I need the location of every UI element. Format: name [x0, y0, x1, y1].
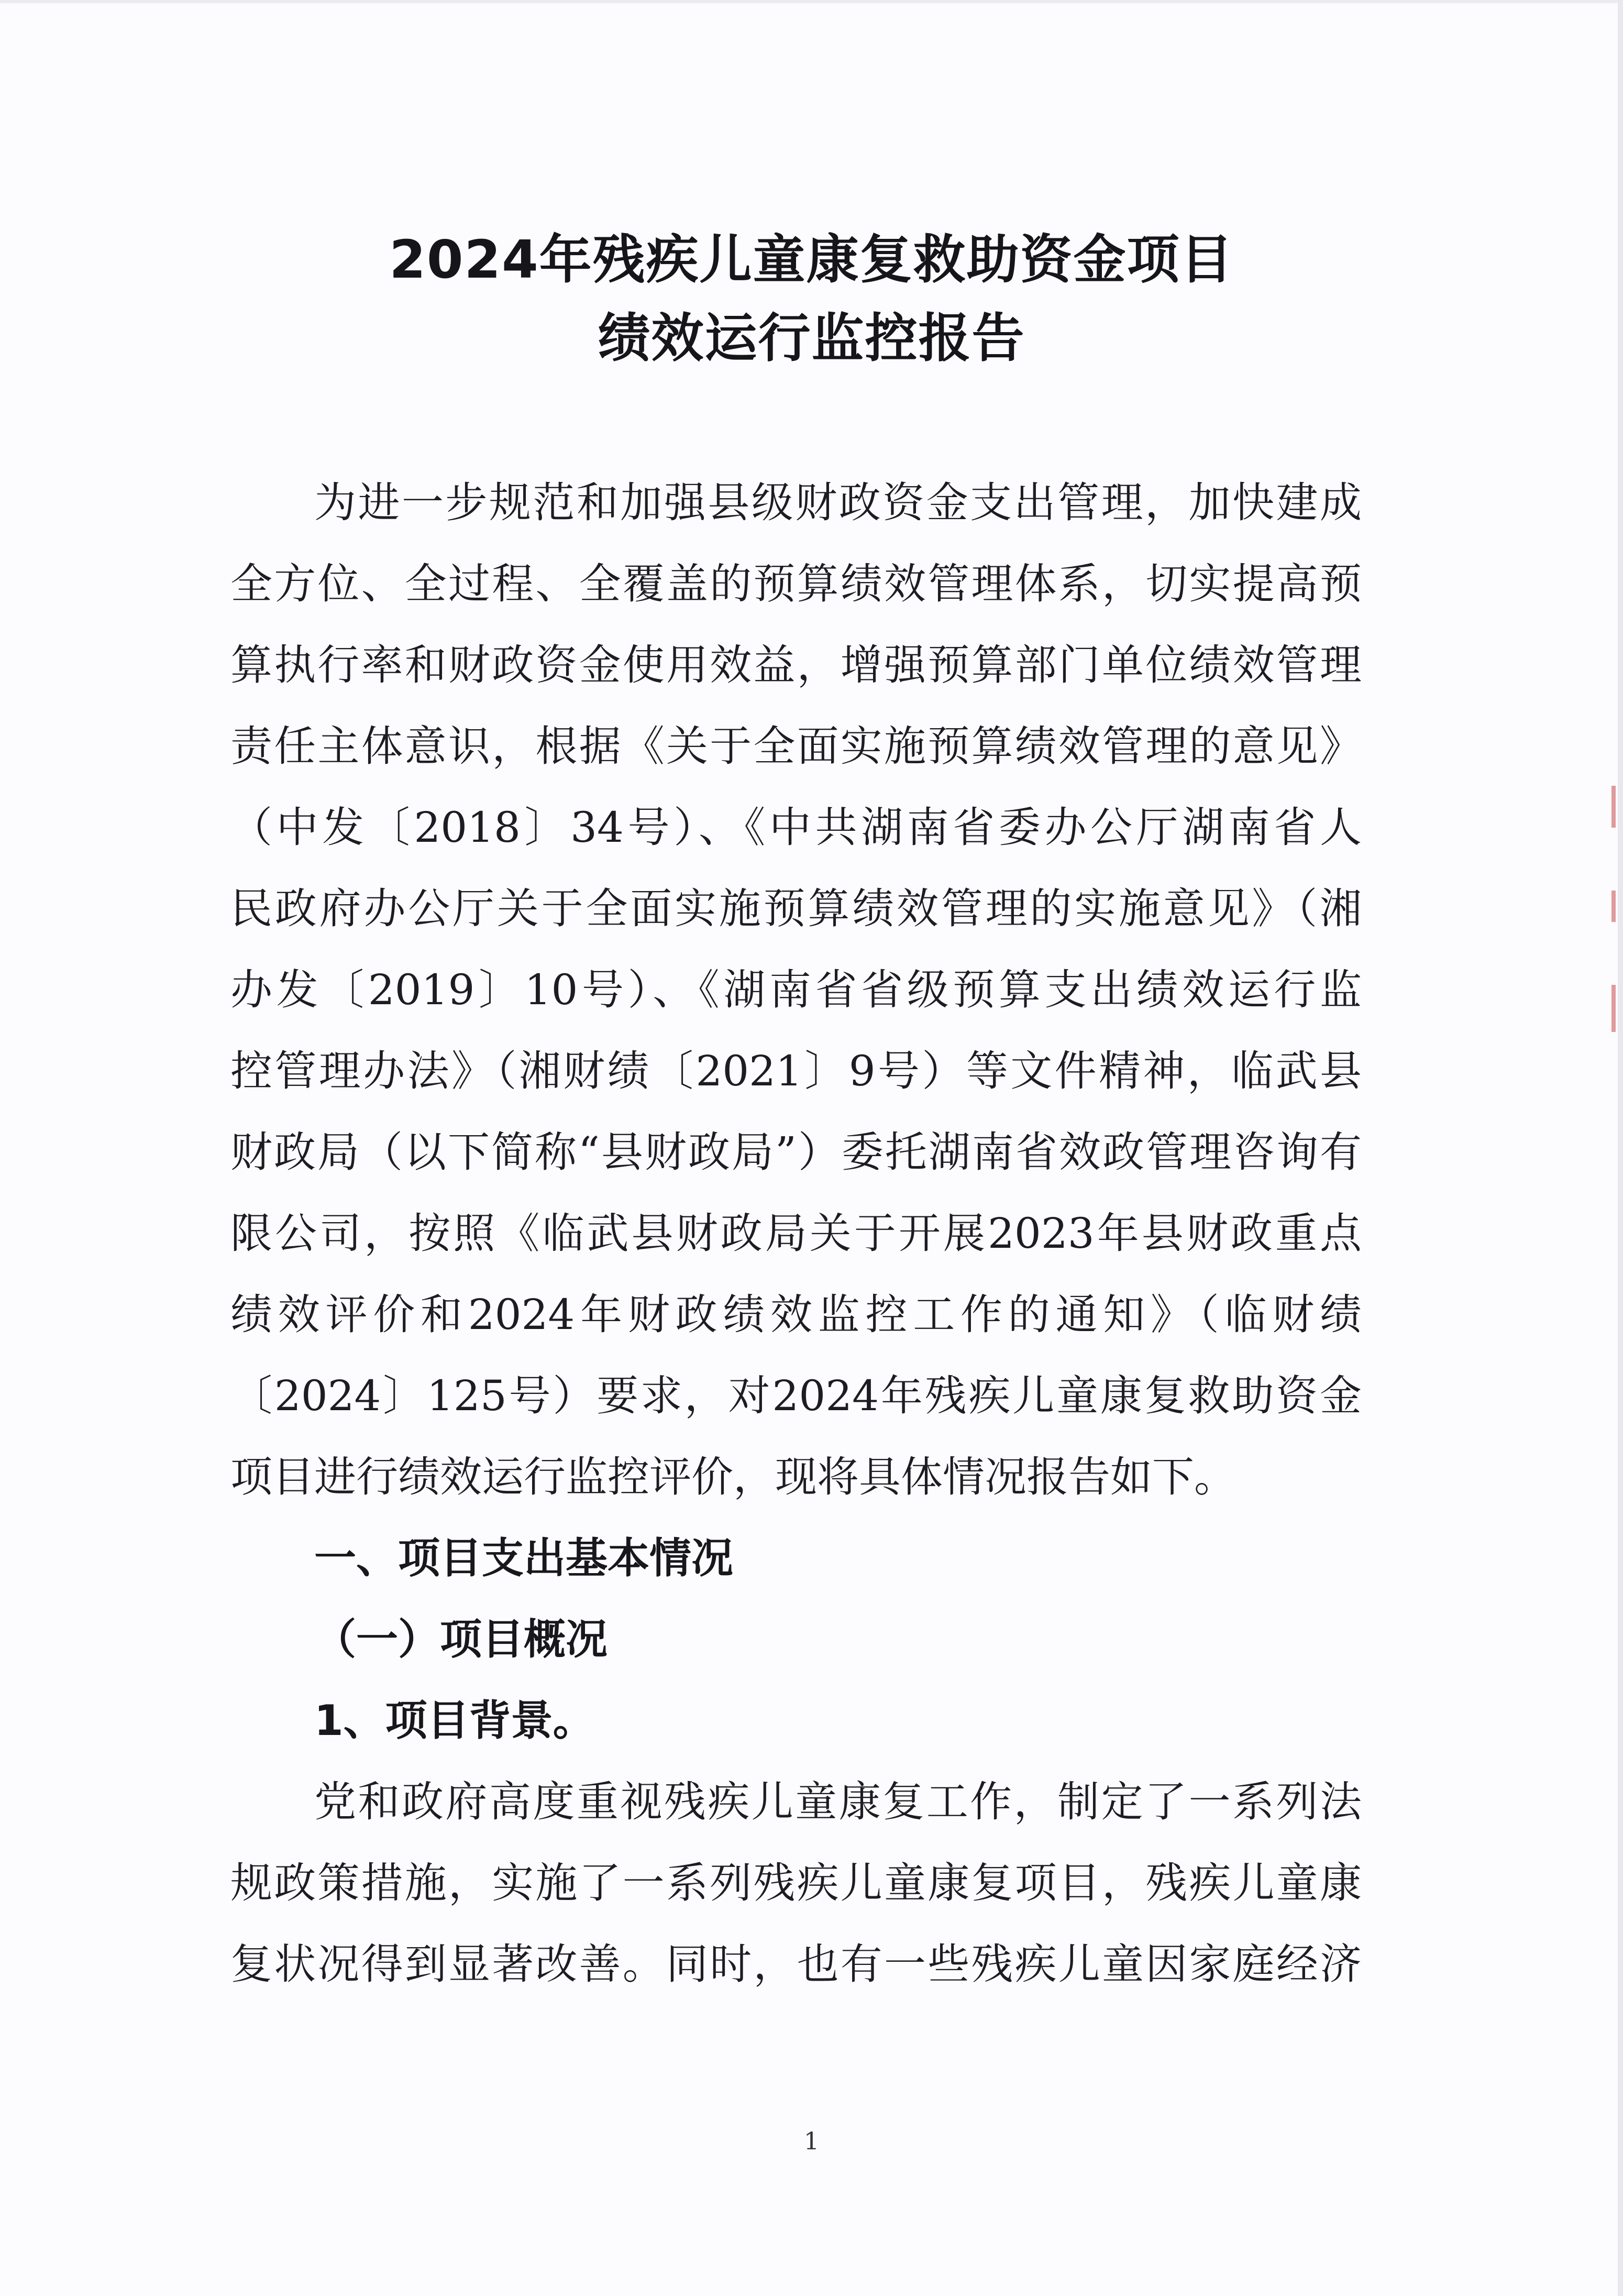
document-title-line-2: 绩效运行监控报告 [598, 307, 1025, 369]
body-line: 责任主体意识，根据《关于全面实施预算绩效管理的意见》 [230, 722, 1362, 771]
body-line: 全方位、全过程、全覆盖的预算绩效管理体系，切实提高预 [230, 559, 1362, 608]
body-line: 财政局（以下简称“县财政局”）委托湖南省效政管理咨询有 [230, 1128, 1362, 1177]
red-stamp-bleed [1611, 891, 1616, 922]
red-stamp-bleed [1611, 985, 1616, 1032]
scan-edge-top [0, 0, 1623, 3]
subsection-heading: （一）项目概况 [314, 1615, 608, 1664]
body-line: 限公司，按照《临武县财政局关于开展2023年县财政重点 [230, 1209, 1362, 1258]
item-heading: 1、项目背景。 [314, 1696, 595, 1745]
body-line: 为进一步规范和加强县级财政资金支出管理，加快建成 [314, 478, 1362, 527]
body-line: 绩效评价和2024年财政绩效监控工作的通知》（临财绩 [230, 1290, 1362, 1339]
section-heading: 一、项目支出基本情况 [314, 1534, 733, 1583]
body-line: 党和政府高度重视残疾儿童康复工作，制定了一系列法 [314, 1777, 1362, 1826]
body-line: 算执行率和财政资金使用效益，增强预算部门单位绩效管理 [230, 641, 1362, 689]
red-stamp-bleed [1611, 786, 1616, 828]
page-number: 1 [803, 2127, 820, 2155]
body-line: 民政府办公厅关于全面实施预算绩效管理的实施意见》（湘 [230, 884, 1362, 933]
body-line: （中发〔2018〕34号）、《中共湖南省委办公厅湖南省人 [230, 803, 1362, 852]
body-line: 办发〔2019〕10号）、《湖南省省级预算支出绩效运行监 [230, 965, 1362, 1014]
body-line: 〔2024〕125号）要求，对2024年残疾儿童康复救助资金 [230, 1371, 1362, 1420]
document-title-line-1: 2024年残疾儿童康复救助资金项目 [389, 229, 1234, 290]
body-line: 项目进行绩效运行监控评价，现将具体情况报告如下。 [230, 1453, 1236, 1501]
body-line: 规政策措施，实施了一系列残疾儿童康复项目，残疾儿童康 [230, 1859, 1362, 1907]
body-line: 复状况得到显著改善。同时，也有一些残疾儿童因家庭经济 [230, 1940, 1362, 1989]
body-line: 控管理办法》（湘财绩〔2021〕9号）等文件精神，临武县 [230, 1047, 1362, 1095]
